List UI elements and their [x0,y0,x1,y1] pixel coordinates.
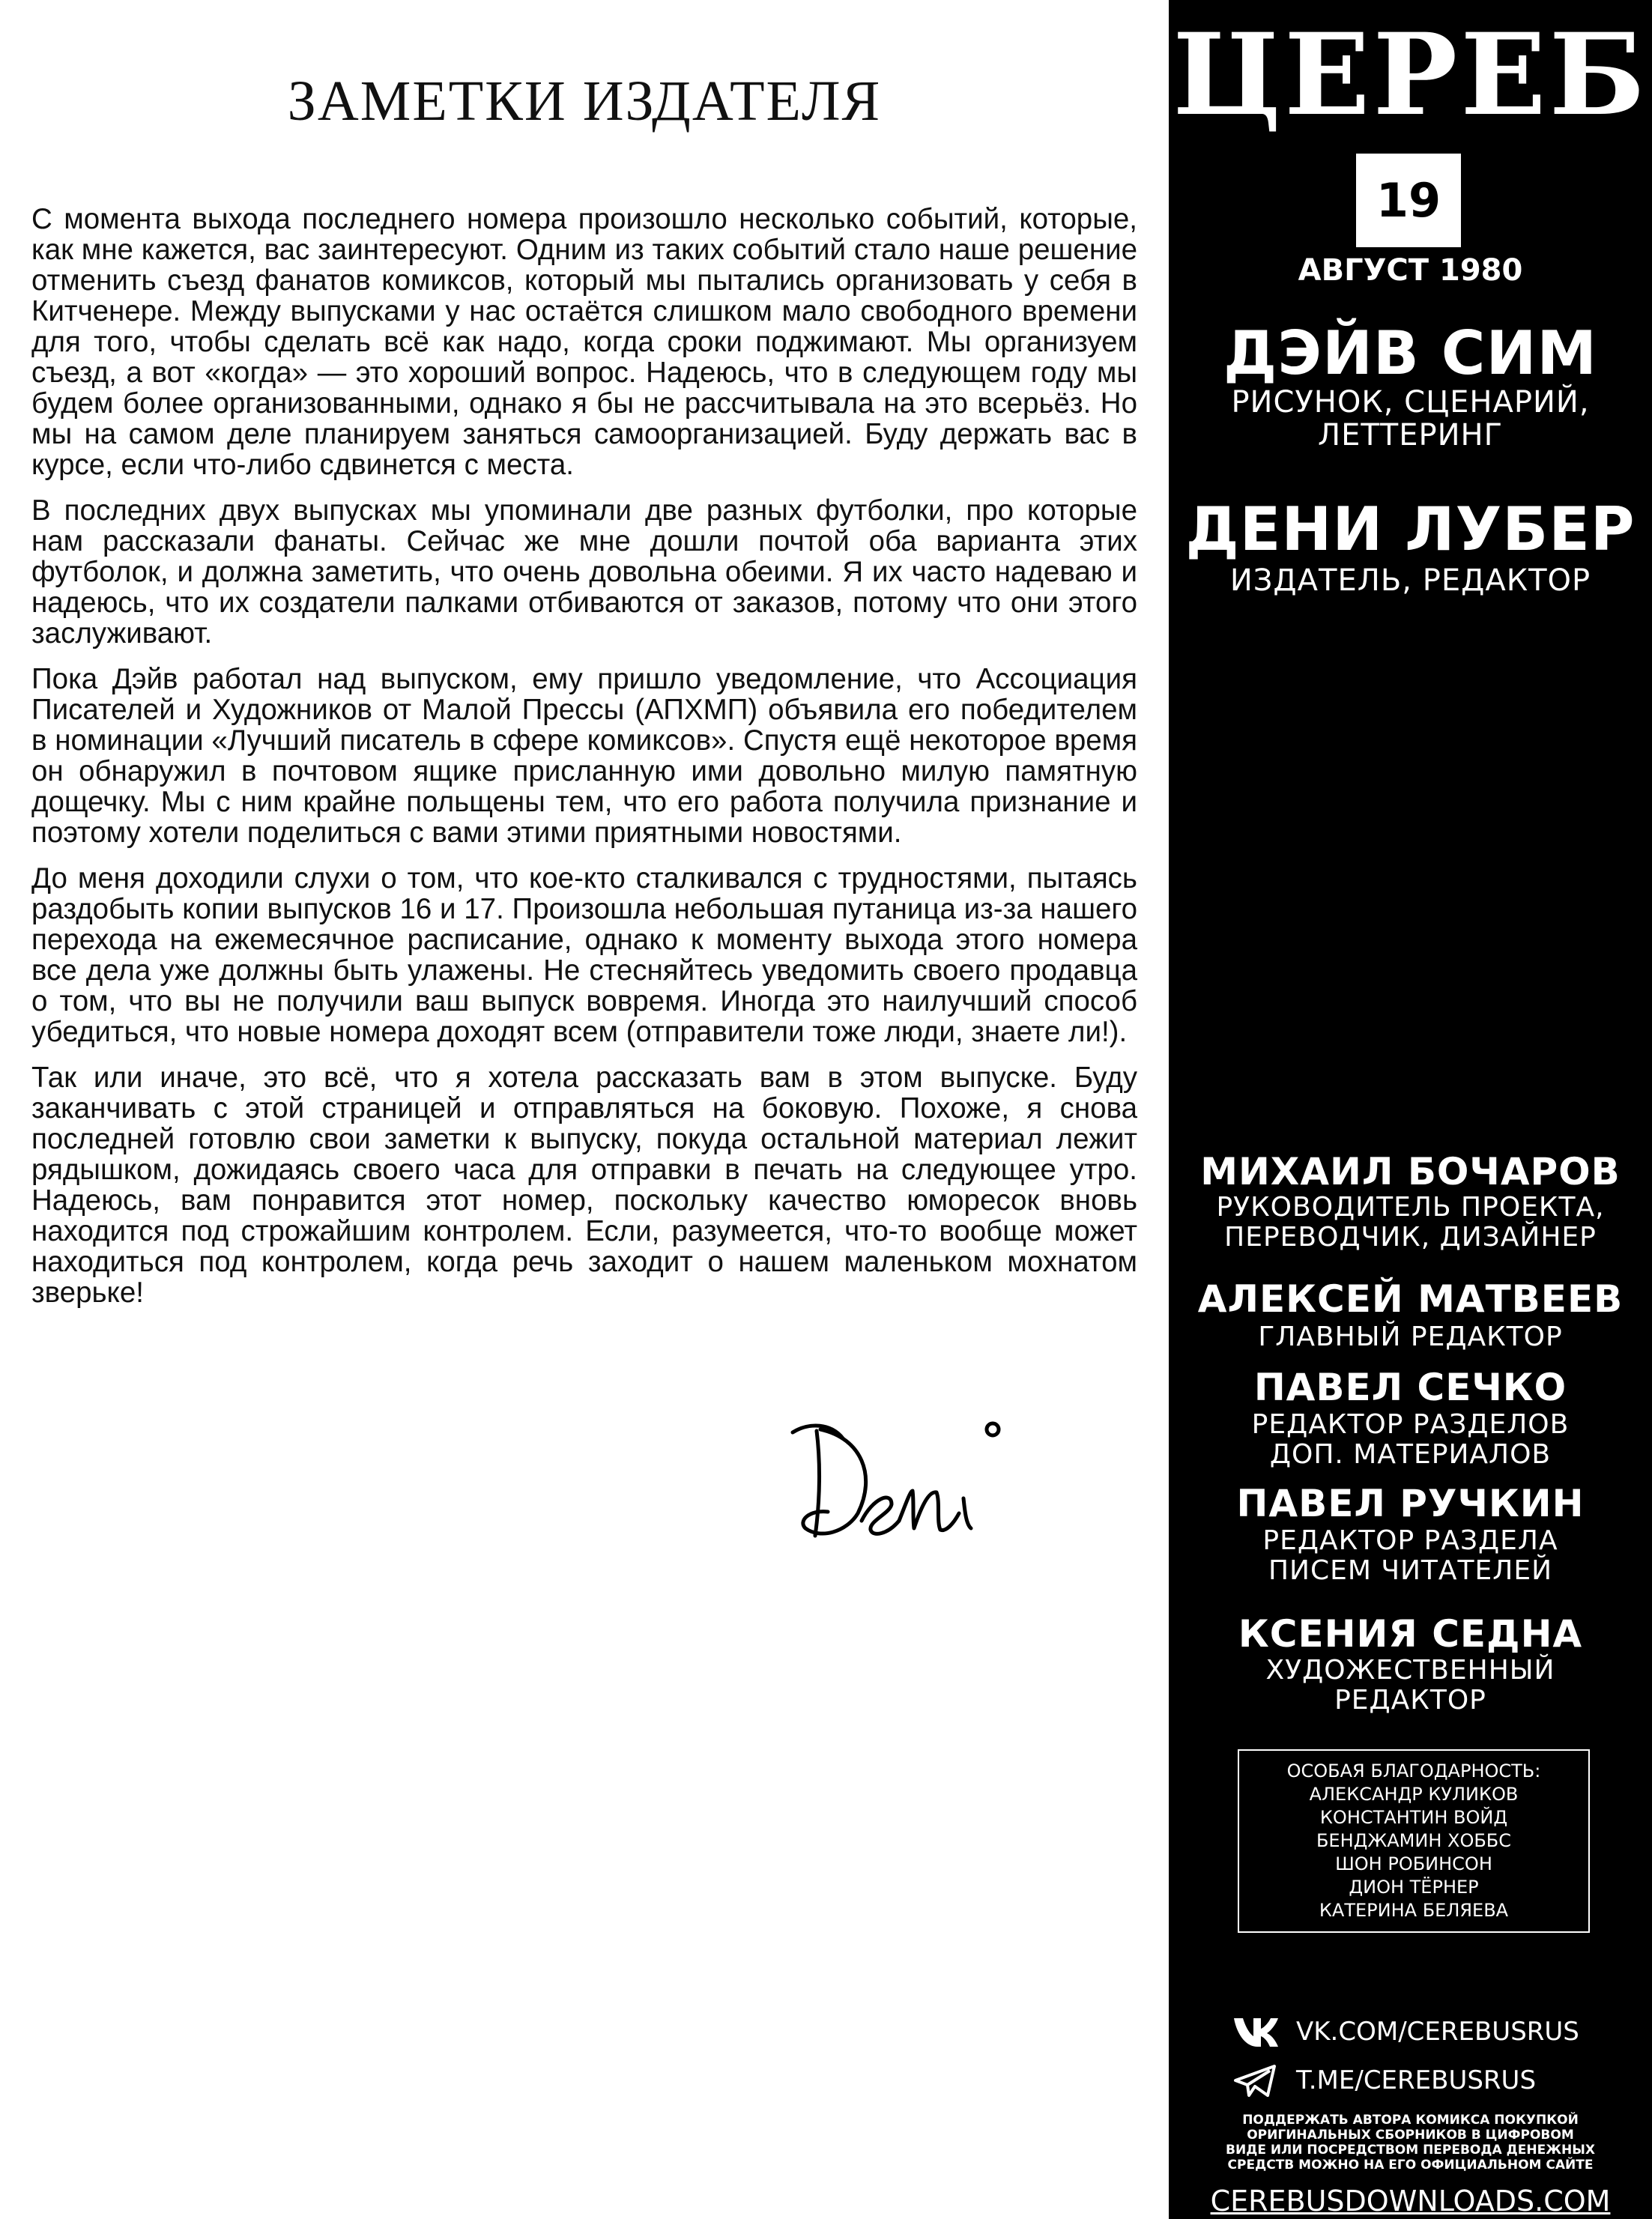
notes-paragraph: Пока Дэйв работал над выпуском, ему пришло уведомление, что Ассоциация Писателей и Художников от Малой Прессы (АПХМП) объявила его победителем в номинации «Лучший писатель в сфере комиксов». Спустя ещё некоторое время он обнаружил в почтовом ящике присланную ими довольно милую памятную дощечку. Мы с ним крайне польщены тем, что его работа получила признание и поэтому хотели поделиться с вами этими приятными новостями. [31,663,1137,849]
team-member-name: ПАВЕЛ СЕЧКО [1253,1366,1567,1409]
notes-paragraph: Так или иначе, это всё, что я хотела рассказать вам в этом выпуске. Буду заканчивать с этой страницей и отправляться на боковую. Похоже, я снова последней готовлю свои заметки к выпуску, покуда остальной материал лежит рядышком, дожидаясь своего часа для отправки в печать на следующее утро. Надеюсь, вам понравится этот номер, поскольку качество юморесок вновь находится под строжайшим контролем. Если, разумеется, что-то вообще может находиться под контролем, когда речь заходит о нашем маленьком мохнатом зверьке! [31,1062,1137,1309]
support-line: СРЕДСТВ МОЖНО НА ЕГО ОФИЦИАЛЬНОМ САЙТЕ [1227,2158,1594,2173]
team-role-line: ГЛАВНЫЙ РЕДАКТОР [1258,1322,1563,1352]
thanks-name: КАТЕРИНА БЕЛЯЕВА [1319,1900,1509,1921]
notes-paragraph: С момента выхода последнего номера произошло несколько событий, которые, как мне кажется, вас заинтересуют. Одним из таких событий стало наше решение отменить съезд фанатов комиксов, который мы пытались организовать у себя в Китченере. Между выпусками у нас остаётся слишком мало свободного времени для того, чтобы сделать всё как надо, когда сроки поджимают. Мы организуем съезд, а вот «когда» — это хороший вопрос. Надеюсь, что в следующем году мы будем более организованными, однако я бы не рассчитывала на это всерьёз. Но мы на самом деле планируем заняться самоорганизацией. Буду держать вас в курсе, если что-либо сдвинется с места. [31,203,1137,481]
team-role-line: ПИСЕМ ЧИТАТЕЛЕЙ [1268,1555,1553,1586]
support-line: ОРИГИНАЛЬНЫХ СБОРНИКОВ В ЦИФРОВОМ [1247,2128,1574,2143]
page-title: ЗАМЕТКИ ИЗДАТЕЛЯ [287,70,882,133]
team-role-line: ПЕРЕВОДЧИК, ДИЗАЙНЕР [1224,1222,1597,1253]
handwritten-signature [787,1416,1011,1551]
team-member-role [1169,1193,1652,1253]
telegram-icon [1232,2064,1279,2098]
team-member-role [1169,1656,1652,1716]
special-thanks-box [1238,1749,1590,1933]
credit-role: ИЗДАТЕЛЬ, РЕДАКТОР [1229,563,1591,598]
issue-number: 19 [1356,154,1461,247]
team-member-name: АЛЕКСЕЙ МАТВЕЕВ [1197,1277,1624,1321]
team-member-name: КСЕНИЯ СЕДНА [1238,1612,1583,1656]
issue-date: АВГУСТ 1980 [1298,253,1523,288]
team-member-name: ПАВЕЛ РУЧКИН [1236,1482,1585,1525]
thanks-name: АЛЕКСАНДР КУЛИКОВ [1309,1784,1519,1805]
team-role-line: ХУДОЖЕСТВЕННЫЙ [1265,1655,1555,1686]
credit-role [1169,386,1652,452]
special-thanks-heading: ОСОБАЯ БЛАГОДАРНОСТЬ: [1286,1761,1541,1781]
team-member-role [1169,1526,1652,1586]
credit-role-line: ЛЕТТЕРИНГ [1317,418,1503,452]
team-role-line: РЕДАКТОР [1334,1685,1486,1716]
team-member-name: МИХАИЛ БОЧАРОВ [1200,1150,1621,1193]
support-author-note [1169,2113,1652,2173]
team-member-role [1169,1410,1652,1470]
support-line: ПОДДЕРЖАТЬ АВТОРА КОМИКСА ПОКУПКОЙ [1242,2113,1579,2128]
notes-paragraph: В последних двух выпусках мы упоминали две разных футболки, про которые нам рассказали фанаты. Сейчас же мне дошли почтой оба варианта этих футболок, и должна заметить, что очень довольна обеими. Я их часто надеваю и надеюсь, что их создатели палками отбиваются от заказов, потому что они этого заслуживают. [31,494,1137,650]
website-link[interactable]: CEREBUSDOWNLOADS.COM [1210,2185,1611,2218]
vk-icon [1232,2015,1279,2050]
team-role-line: РУКОВОДИТЕЛЬ ПРОЕКТА, [1216,1192,1605,1223]
notes-paragraph: До меня доходили слухи о том, что кое-кто сталкивался с трудностями, пытаясь раздобыть копии выпусков 16 и 17. Произошла небольшая путаница из-за нашего перехода на ежемесячное расписание, однако к моменту выхода этого номера все дела уже должны быть улажены. Не стесняйтесь уведомить своего продавца о том, что вы не получили ваш выпуск вовремя. Иногда это наилучший способ убедиться, что новые номера доходят всем (отправители тоже люди, знаете ли!). [31,862,1137,1048]
series-logo: ЦЕРЕБ [1173,9,1648,141]
notes-body [31,204,1137,1323]
thanks-name: БЕНДЖАМИН ХОББС [1316,1830,1512,1851]
telegram-link-text: T.ME/CEREBUSRUS [1296,2065,1537,2095]
team-role-line: РЕДАКТОР РАЗДЕЛА [1262,1525,1558,1556]
thanks-name: ШОН РОБИНСОН [1335,1853,1492,1874]
credit-name: ДЭЙВ СИМ [1223,318,1597,388]
team-role-line: РЕДАКТОР РАЗДЕЛОВ [1251,1409,1570,1440]
credit-name: ДЕНИ ЛУБЕР [1185,494,1636,564]
vk-link-text: VK.COM/CEREBUSRUS [1296,2017,1579,2047]
credit-role-line: РИСУНОК, СЦЕНАРИЙ, [1231,385,1590,420]
credits-sidebar [1169,0,1652,2219]
thanks-name: КОНСТАНТИН ВОЙД [1319,1807,1508,1828]
team-role-line: ДОП. МАТЕРИАЛОВ [1269,1439,1552,1470]
thanks-name: ДИОН ТЁРНЕР [1349,1877,1479,1898]
team-member-role [1169,1322,1652,1352]
support-line: ВИДЕ ИЛИ ПОСРЕДСТВОМ ПЕРЕВОДА ДЕНЕЖНЫХ [1226,2143,1595,2158]
